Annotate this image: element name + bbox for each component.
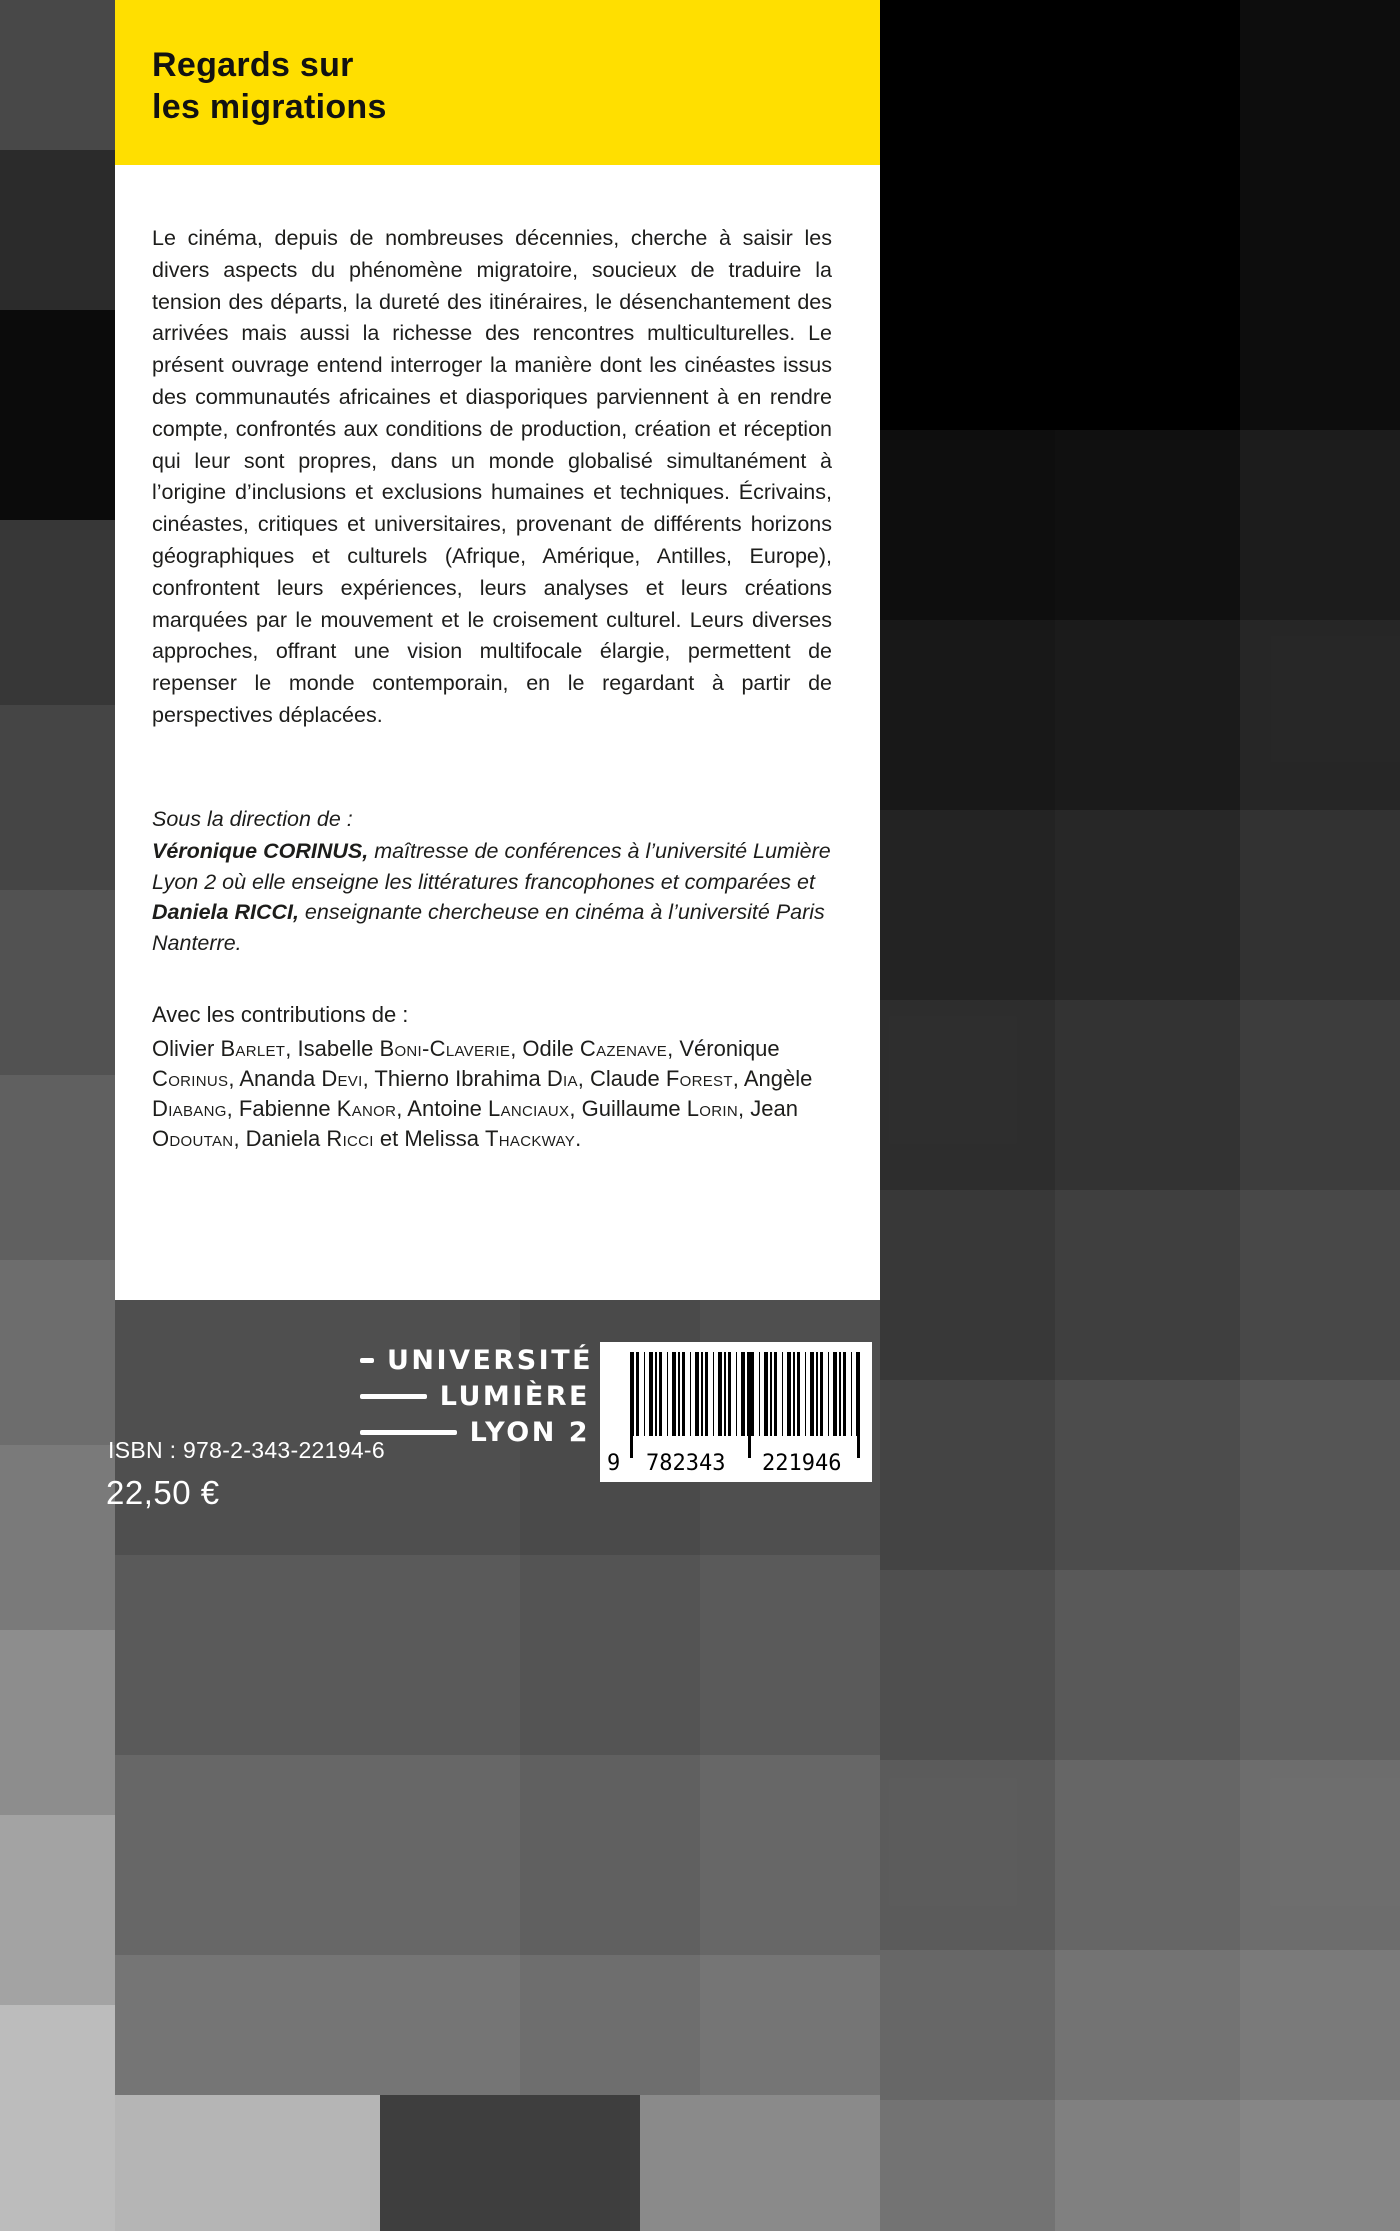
editor-description: enseignante chercheuse en cinéma à l’université Paris Nanterre. — [152, 900, 825, 955]
contributor-separator: , — [510, 1036, 523, 1062]
contributor-separator: , — [667, 1036, 680, 1062]
publisher-logo-line3: LYON 2 — [469, 1416, 590, 1448]
contributor-first-name: Antoine — [407, 1096, 489, 1122]
direction-section — [152, 804, 832, 959]
contributor-first-name: Guillaume — [581, 1096, 687, 1122]
background-tile — [0, 705, 115, 890]
contributor-last-name: Barlet — [220, 1036, 286, 1062]
contributor-separator: , — [732, 1066, 744, 1092]
contributor-last-name: Lorin — [686, 1096, 738, 1122]
background-tile — [0, 520, 115, 705]
contributor-first-name: Jean — [750, 1096, 798, 1122]
logo-dash-icon — [360, 1430, 457, 1435]
editor-name: Daniela RICCI, — [152, 900, 299, 925]
series-title — [152, 44, 880, 128]
price-label: 22,50 € — [106, 1474, 220, 1511]
contributor-first-name: Daniela — [245, 1126, 327, 1152]
contributor-last-name: Dia — [546, 1066, 578, 1092]
direction-body — [152, 836, 832, 958]
contributors-list — [152, 1034, 832, 1154]
editor-name: Véronique CORINUS, — [152, 839, 369, 864]
contributor-last-name: Devi — [321, 1066, 363, 1092]
background-tile — [0, 2005, 115, 2231]
contributor-separator: , — [569, 1096, 582, 1122]
contributor-first-name: Fabienne — [238, 1096, 337, 1122]
barcode-bars-icon — [632, 1352, 858, 1436]
contributor-separator: et — [373, 1126, 405, 1152]
contributor-last-name: Boni-Claverie — [379, 1036, 511, 1062]
contributor-separator: , — [226, 1096, 239, 1122]
isbn-label: ISBN : 978-2-343-22194-6 — [108, 1437, 385, 1463]
background-tile — [0, 150, 115, 310]
barcode-digit-group: 221946 — [762, 1451, 842, 1476]
contributor-last-name: Ricci — [326, 1126, 374, 1152]
series-banner — [115, 0, 880, 165]
background-tile — [0, 1260, 115, 1445]
contributor-first-name: Odile — [522, 1036, 580, 1062]
contributor-first-name: Melissa — [404, 1126, 486, 1152]
background-tile — [115, 2095, 380, 2231]
barcode-guard-bar — [630, 1352, 633, 1458]
background-tile — [0, 1075, 115, 1260]
publisher-logo-row — [360, 1342, 594, 1378]
contributor-last-name: Forest — [665, 1066, 733, 1092]
back-cover-panel — [115, 165, 880, 1300]
background-tile — [880, 0, 1055, 2231]
contributor-first-name: Angèle — [743, 1066, 813, 1092]
background-tile — [640, 2095, 880, 2231]
publisher-logo-row — [360, 1414, 590, 1450]
contributor-last-name: Odoutan — [152, 1126, 234, 1152]
ean-barcode — [600, 1342, 872, 1482]
contributor-separator: , — [577, 1066, 591, 1092]
contributor-last-name: Corinus — [152, 1066, 229, 1092]
publisher-logo-line1: UNIVERSITÉ — [387, 1344, 594, 1376]
background-tile — [115, 1755, 880, 1955]
barcode-guard-bar — [748, 1352, 751, 1458]
contributor-last-name: Kanor — [336, 1096, 397, 1122]
contributions-label: Avec les contributions de : — [152, 1002, 409, 1028]
contributor-first-name: Thierno Ibrahima — [374, 1066, 547, 1092]
contributor-first-name: Claude — [590, 1066, 666, 1092]
barcode-prefix-digit: 9 — [607, 1451, 621, 1476]
series-title-line2: les migrations — [152, 88, 387, 126]
background-tile — [0, 1445, 115, 1630]
contributor-first-name: Véronique — [679, 1036, 780, 1062]
contributor-last-name: Thackway — [485, 1126, 576, 1152]
background-tile — [1240, 0, 1400, 2231]
background-tile — [0, 0, 115, 150]
contributor-last-name: Lanciaux — [488, 1096, 570, 1122]
direction-label: Sous la direction de : — [152, 806, 353, 831]
contributor-last-name: Diabang — [152, 1096, 227, 1122]
background-tile — [0, 1815, 115, 2005]
background-tile — [115, 1955, 880, 2095]
editor-description: maîtresse de conférences à l’université Lumière Lyon 2 où elle enseigne les littératures francophones et comparées et — [152, 839, 831, 894]
publisher-logo — [360, 1342, 594, 1450]
contributor-separator: , — [738, 1096, 751, 1122]
logo-dash-icon — [360, 1358, 374, 1363]
contributor-first-name: Ananda — [239, 1066, 322, 1092]
background-tile — [0, 890, 115, 1075]
publisher-logo-row — [360, 1378, 590, 1414]
barcode-guard-bar — [857, 1352, 860, 1458]
background-tile — [380, 2095, 640, 2231]
publisher-logo-line2: LUMIÈRE — [439, 1380, 590, 1412]
contributor-separator: , — [228, 1066, 240, 1092]
background-tile — [0, 310, 115, 520]
contributor-last-name: Cazenave — [579, 1036, 668, 1062]
background-tile — [115, 1555, 880, 1755]
contributor-separator: , — [233, 1126, 246, 1152]
contributor-separator: , — [396, 1096, 408, 1122]
contributor-first-name: Olivier — [152, 1036, 221, 1062]
contributor-separator: , — [285, 1036, 298, 1062]
contributor-separator: , — [362, 1066, 375, 1092]
synopsis-paragraph: Le cinéma, depuis de nombreuses décennies, cherche à saisir les divers aspects du phénomène migratoire, soucieux de traduire la tension des départs, la dureté des itinéraires, le désenchantement des arrivées mais aussi la richesse des rencontres multiculturelles. Le présent ouvrage entend interroger la manière dont les cinéastes issus des communautés africaines et diasporiques parviennent à en rendre compte, confrontés aux conditions de production, création et réception qui leur sont propres, dans un monde globalisé simultanément à l’origine d’inclusions et exclusions humaines et techniques. Écrivains, cinéastes, critiques et universitaires, provenant de différents horizons géographiques et culturels (Afrique, Amérique, Antilles, Europe), confrontent leurs expériences, leurs analyses et leurs créations marquées par le mouvement et le croisement culturel. Leurs diverses approches, offrant une vision multifocale élargie, permettent de repenser le monde contemporain, en le regardant à partir de perspectives déplacées. — [152, 226, 832, 727]
logo-dash-icon — [360, 1394, 427, 1399]
background-tile — [0, 1630, 115, 1815]
series-title-line1: Regards sur — [152, 46, 354, 84]
contributor-first-name: Isabelle — [297, 1036, 380, 1062]
contributor-separator: . — [575, 1126, 582, 1152]
barcode-number — [600, 1450, 872, 1476]
barcode-digit-group: 782343 — [646, 1451, 726, 1476]
